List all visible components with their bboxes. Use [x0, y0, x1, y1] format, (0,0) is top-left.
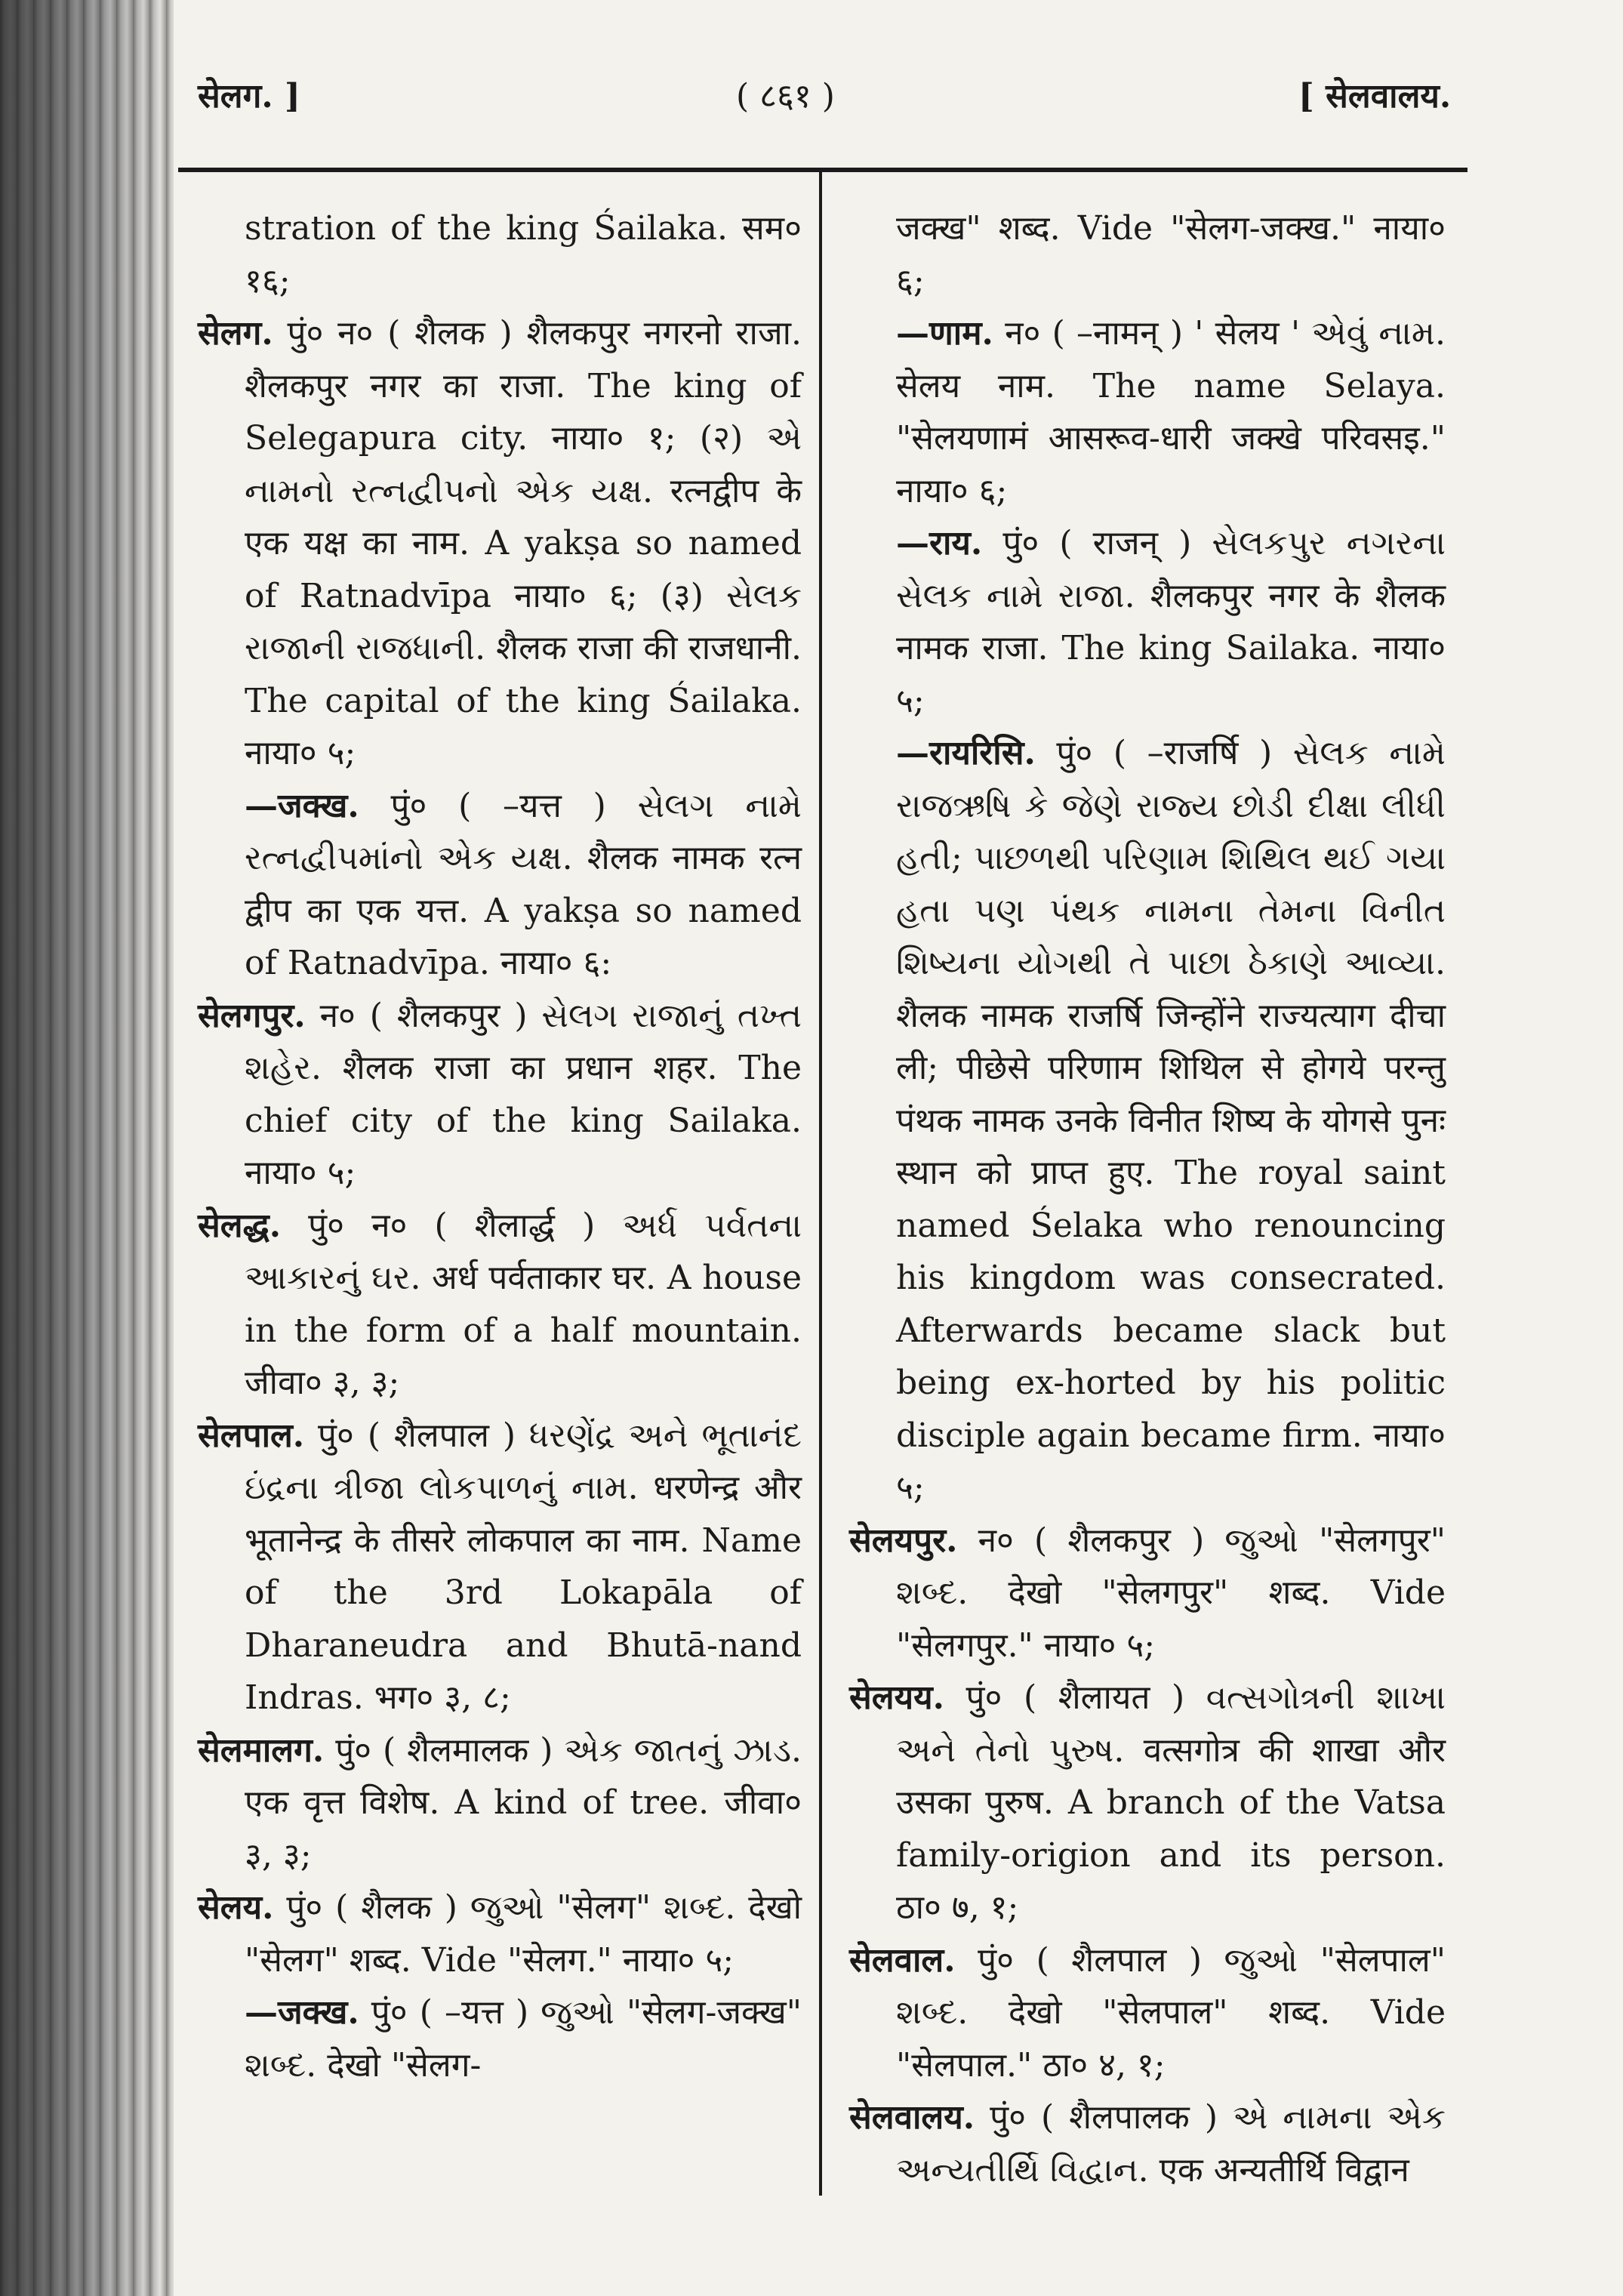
entry-definition: पुं० न० ( शैलार्द्ध ) અર્ધ પર્વતના આકારનું ઘર. अर्ध पर्वताकार घर. A house in the form of a half mountain. जीवा० ३, ३; [245, 1206, 802, 1402]
headword: सेलगपुर. [198, 996, 306, 1035]
dictionary-entry [849, 1934, 1446, 2092]
headword: सेलयय. [849, 1678, 944, 1717]
entry-continuation: stration of the king Śailaka. सम० १६; [245, 209, 802, 300]
entry-definition: पुं० ( शैलायत ) વત્સગોત્રની શાખા અને તેનો પુરુષ. वत्सगोत्र की शाखा और उसका पुरुष. A branch of the Vatsa family-origion and its person. ठा० ७, १; [896, 1678, 1446, 1927]
entry-definition: न० ( –नामन् ) ' सेलय ' એવું નામ. सेलय नाम. The name Selaya. "सेलयणामं आसरूव-धारी जक्खे परिवसइ." नाया० ६; [896, 314, 1446, 510]
sub-entry [198, 780, 802, 990]
sub-entry [849, 727, 1446, 1515]
sub-headword: —णाम. [896, 314, 993, 353]
header-right-guide-word: [ सेलवालय. [1298, 77, 1452, 116]
dictionary-entry [198, 1410, 802, 1724]
dictionary-entry [849, 1672, 1446, 1934]
sub-headword: —जक्ख. [245, 1993, 359, 2032]
entry-continuation: जक्ख" शब्द. Vide "सेलग-जक्ख." नाया० ६; [896, 209, 1446, 300]
sub-entry [849, 307, 1446, 517]
entry-definition: पुं० ( शैलपाल ) જુઓ "सेलपाल" શબ્દ. देखो "सेलपाल" शब्द. Vide "सेलपाल." ठा० ४, १; [896, 1940, 1446, 2085]
entry-definition: पुं० ( –यत्त ) સેલગ નામે રત્નદ્વીપમાંનો એક યક્ષ. शैलक नामक रत्न द्वीप का एक यत्त. A yakṣa so named of Ratnadvīpa. नाया० ६: [245, 786, 802, 982]
entry-definition: पुं० ( –राजर्षि ) સેલક નામે રાજઋષિ કે જેણે રાજ્ય છોડી દીક્ષા લીધી હતી; પાછળથી પરિણામ શિથિલ થઈ ગયા હતા પણ પંથક નામના તેમના વિનીત શિષ્યના યોગથી તે પાછા ઠેકાણે આવ્યા. शैलक नामक राजर्षि जिन्होंने राज्यत्याग दीचा ली; पीछेसे परिणाम शिथिल से होगये परन्तु पंथक नामक उनके विनीत शिष्य के योगसे पुनः स्थान को प्राप्त हुए. The royal saint named Śelaka who renouncing his kingdom was consecrated. Afterwards became slack but being ex-horted by his politic disciple again became firm. नाया० ५; [896, 734, 1446, 1507]
dictionary-entry [849, 1515, 1446, 1672]
dictionary-entry [198, 1881, 802, 1986]
dictionary-entry [849, 2091, 1446, 2196]
entry-definition: न० ( शैलकपुर ) સેલગ રાજાનું તખ્ત શહેર. शैलक राजा का प्रधान शहर. The chief city of the king Sailaka. नाया० ५; [245, 996, 802, 1192]
dictionary-entry [198, 1200, 802, 1410]
headword: सेलवाल. [849, 1940, 956, 1980]
entry-definition: पुं० ( राजन् ) સેલકપુર નગરના સેલક નામે રાજા. शैलकपुर नगर के शैलक नामक राजा. The king Sailaka. नाया० ५; [896, 524, 1446, 720]
headword: सेलग. [198, 314, 273, 353]
headword: सेलवालय. [849, 2098, 975, 2137]
entry-definition: पुं० ( –यत्त ) જુઓ "सेलग-जक्ख" શબ્દ. देखो "सेलग- [245, 1993, 802, 2085]
headword: सेलय. [198, 1888, 274, 1927]
dictionary-entry [198, 1724, 802, 1882]
dictionary-entry [198, 990, 802, 1200]
headword: सेलमालग. [198, 1730, 325, 1770]
left-column [198, 202, 802, 2091]
headword: सेलद्ध. [198, 1206, 282, 1245]
entry-definition: पुं० न० ( शैलक ) शैलकपुर नगरनो राजा. शैलकपुर नगर का राजा. The king of Selegapura city. नाया० १; (२) એ નામનો રત્નદ્વીપનો એક યક્ષ. रत्नद्वीप के एक यक्ष का नाम. A yakṣa so named of Ratnadvīpa नाया० ६; (३) સેલક રાજાની રાજધાની. शैलक राजा की राजधानी. The capital of the king Śailaka. नाया० ५; [245, 314, 802, 772]
sub-headword: —राय. [896, 524, 983, 562]
sub-entry [198, 1986, 802, 2091]
headword: सेलयपुर. [849, 1521, 958, 1560]
right-column [849, 202, 1446, 2196]
page-number: ( ८६१ ) [736, 77, 835, 116]
entry-definition: पुं० ( शैलपालक ) એ નામના એક અન્યતીર્થિ વિદ્વાન. एक अन्यतीर्थि विद्वान [896, 2098, 1446, 2190]
header-left-guide-word: सेलग. ] [198, 77, 300, 116]
headword: सेलपाल. [198, 1416, 305, 1455]
entry-definition: पुं० ( शैलमालक ) એક જાતનું ઝાડ. एक वृत्त विशेष. A kind of tree. जीवा० ३, ३; [245, 1730, 802, 1875]
header-rule [178, 168, 1467, 172]
sub-headword: —जक्ख. [245, 786, 359, 825]
entry-definition: पुं० ( शैलक ) જુઓ "सेलग" શબ્દ. देखो "सेलग" शब्द. Vide "सेलग." नाया० ५; [245, 1888, 802, 1980]
column-divider [819, 172, 822, 2196]
sub-entry [849, 517, 1446, 727]
dictionary-entry [198, 307, 802, 780]
sub-headword: —रायरिसि. [896, 734, 1036, 772]
entry-definition: पुं० ( शैलपाल ) ધરણેંદ્ર અને ભૂતાનંદ ઇંદ્રના ત્રીજા લોકપાળનું નામ. धरणेन्द्र और भूतानेन्द्र के तीसरे लोकपाल का नाम. Name of the 3rd Lokapāla of Dharaneudra and Bhutā-nand Indras. भग० ३, ८; [245, 1416, 802, 1717]
entry-definition: न० ( शैलकपुर ) જુઓ "सेलगपुर" શબ્દ. देखो "सेलगपुर" शब्द. Vide "सेलगपुर." नाया० ५; [896, 1521, 1446, 1665]
page-binding-shadow [0, 0, 174, 2296]
